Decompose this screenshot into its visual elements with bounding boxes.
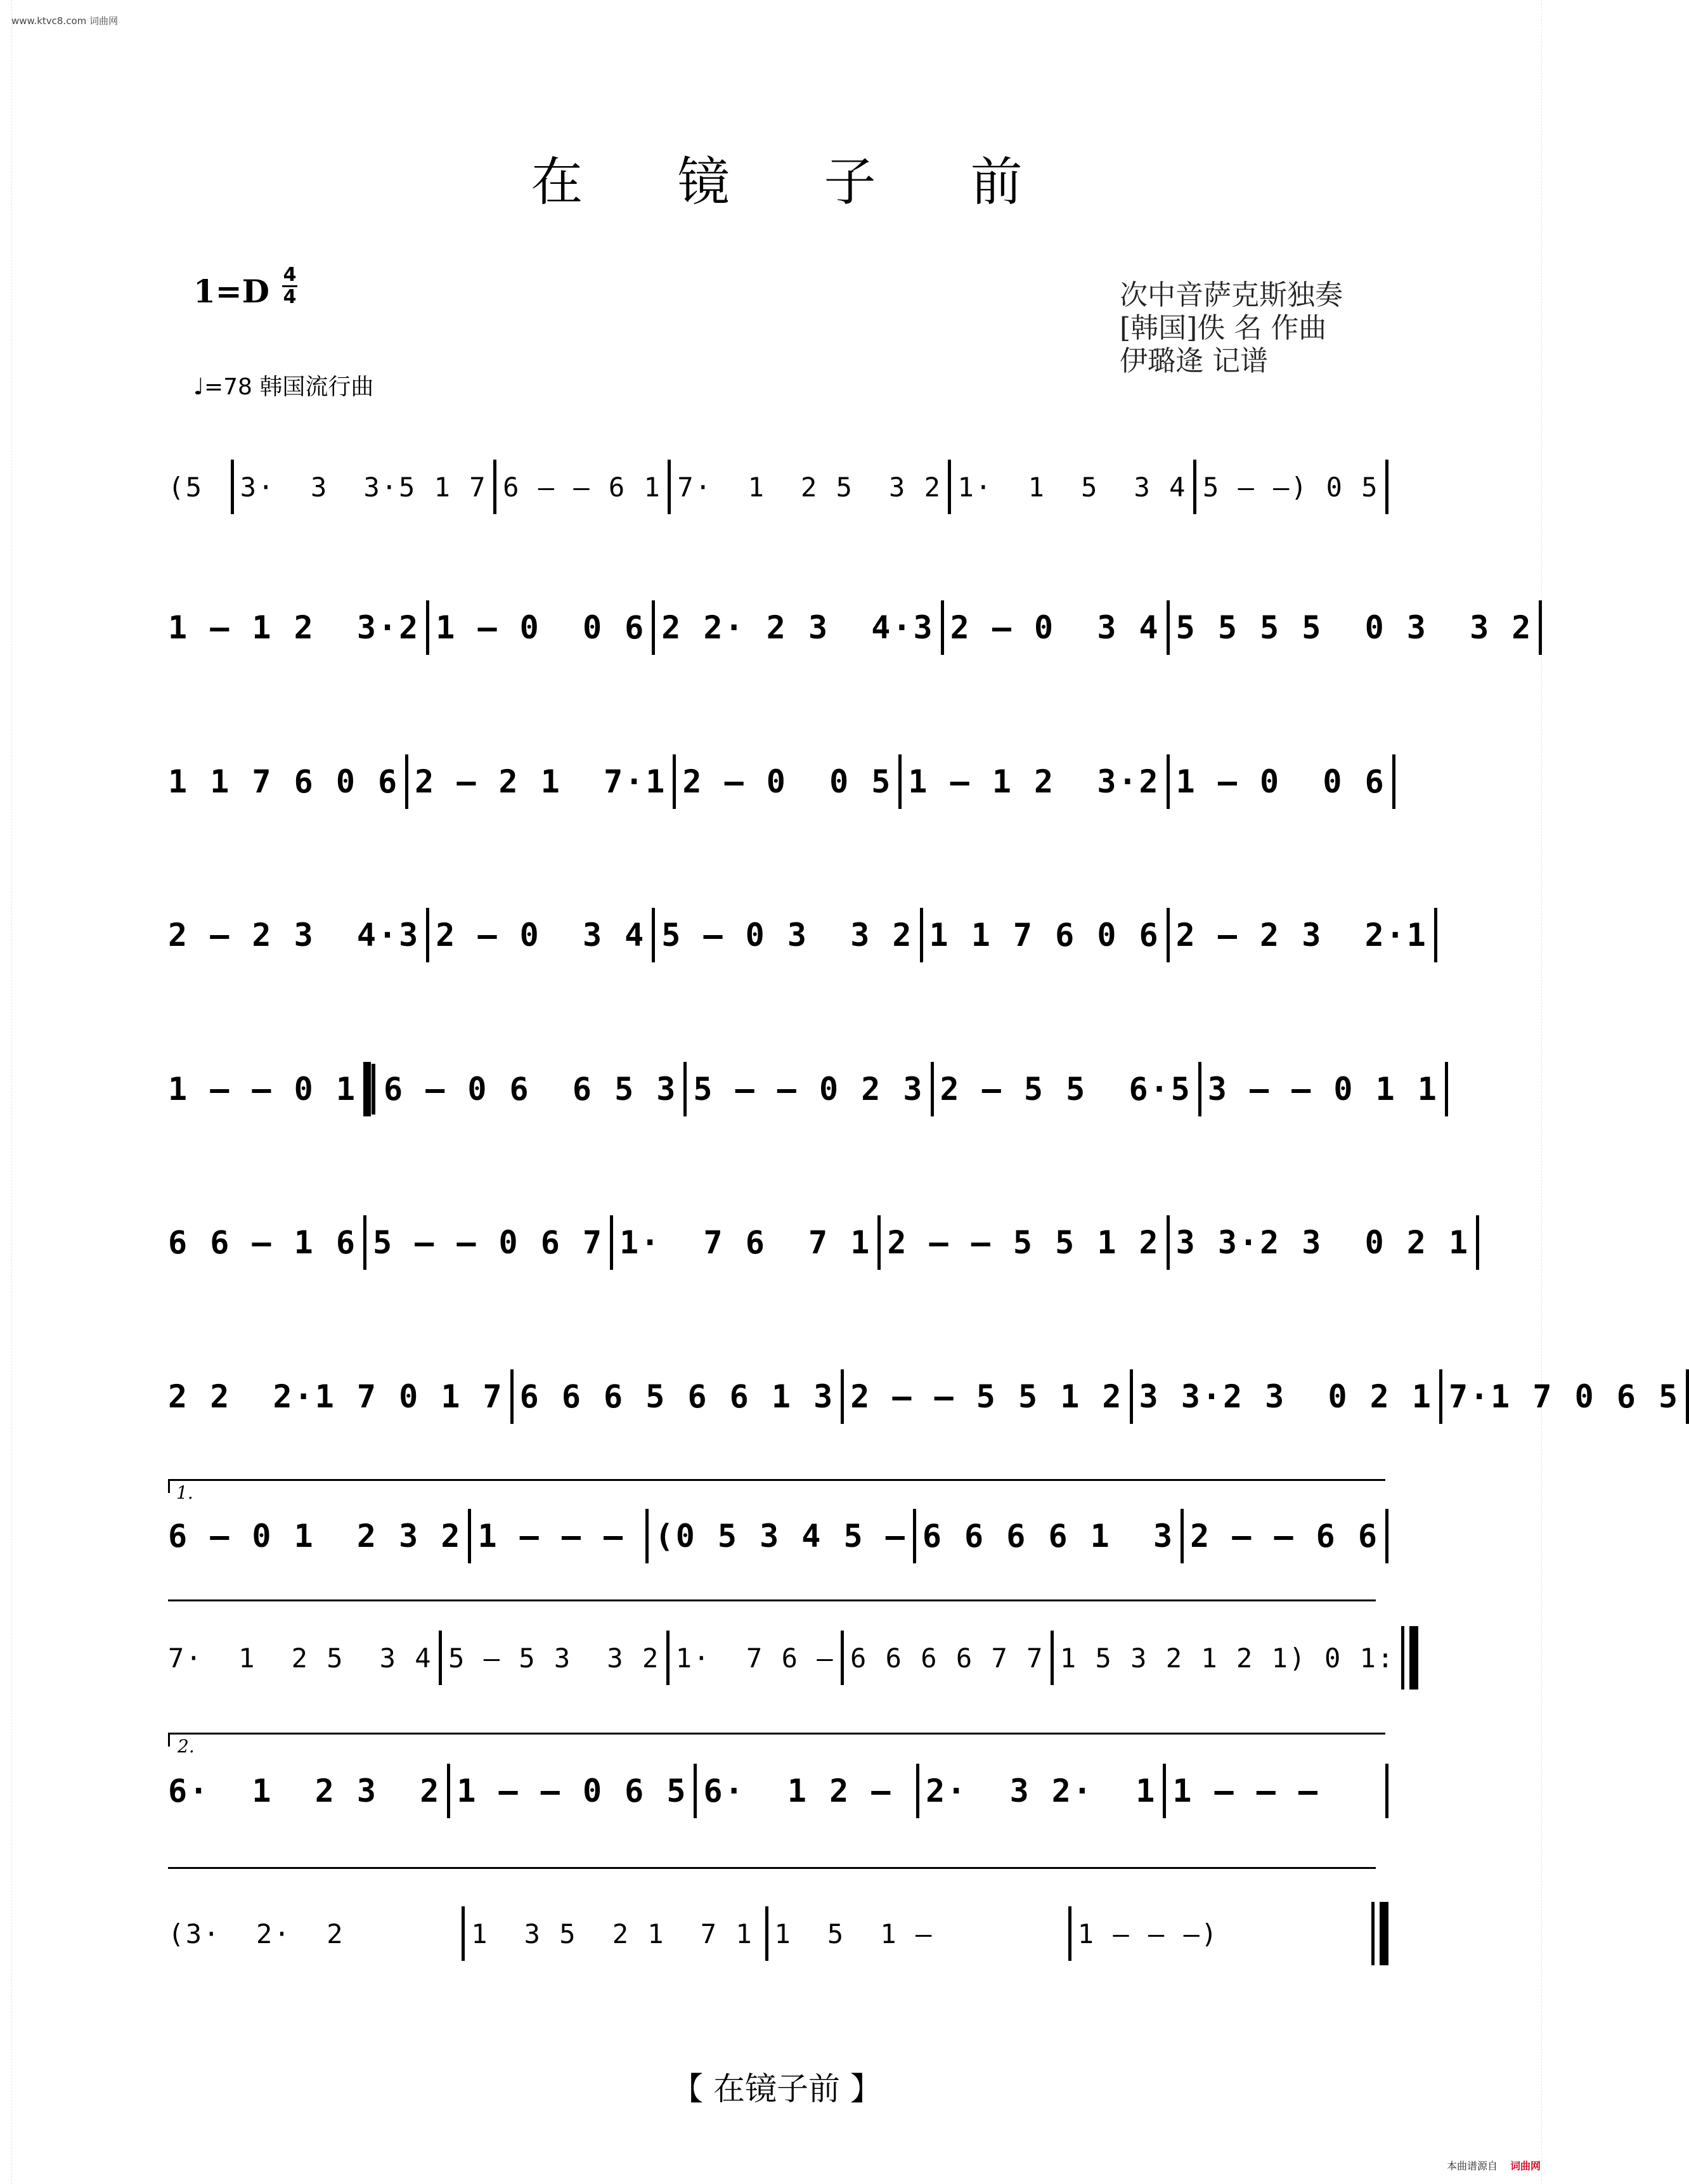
score-line-11 xyxy=(162,1899,1388,1968)
measure: 5 – – 0 6 7 xyxy=(372,1224,604,1261)
volta-bracket-2 xyxy=(168,1733,1385,1735)
measure: 1 – 0 0 6 xyxy=(1175,763,1386,800)
measure: 2 – 2 1 7·1 xyxy=(415,763,667,800)
measure: 1· 7 6 – xyxy=(675,1642,835,1674)
site-header: www.ktvc8.com 词曲网 xyxy=(11,15,119,27)
end-barline xyxy=(1445,1062,1448,1116)
footer-title: 【 在镜子前 】 xyxy=(671,2071,882,2107)
score-line-5 xyxy=(162,1054,1439,1124)
end-barline xyxy=(1392,754,1395,809)
measure: 1 – 1 2 3·2 xyxy=(908,763,1160,800)
end-barline xyxy=(1385,460,1388,514)
measure: 5 – –) 0 5 xyxy=(1202,471,1379,503)
meter-top: 4 xyxy=(283,264,297,286)
measure: 1 – – – xyxy=(477,1518,625,1554)
measure: (0 5 3 4 5 – xyxy=(654,1518,907,1554)
measure: 1 5 1 – xyxy=(774,1918,933,1949)
measure: 1 5 3 2 1 2 1) 0 1: xyxy=(1059,1642,1395,1674)
measure: 2 – – 6 6 xyxy=(1190,1518,1379,1554)
measure: 3 3·2 3 0 2 1 xyxy=(1139,1378,1433,1415)
measure: 2 2 2·1 7 0 1 7 xyxy=(168,1378,504,1415)
song-title: 在 镜 子 前 xyxy=(531,152,1062,212)
score-line-1 xyxy=(162,452,1388,522)
credit-transcriber: 伊璐逄 记谱 xyxy=(1120,345,1268,377)
measure: 1 – – – xyxy=(1172,1773,1320,1809)
credit-composer: [韩国]佚 名 作曲 xyxy=(1120,312,1327,344)
measure: 2 2· 2 3 4·3 xyxy=(661,609,935,646)
measure: 6 6 6 6 1 3 xyxy=(922,1518,1175,1554)
measure: 1 – – –) xyxy=(1077,1918,1219,1949)
measure: 2 – 0 0 5 xyxy=(682,763,893,800)
measure: 1 3 5 2 1 7 1 xyxy=(471,1918,754,1949)
measure: 6 – – 6 1 xyxy=(503,471,662,503)
meter-bottom: 4 xyxy=(283,286,297,308)
measure: 5 5 5 5 0 3 3 2 xyxy=(1175,609,1533,646)
score-line-4 xyxy=(162,900,1428,970)
end-barline xyxy=(1686,1369,1689,1424)
measure: 2 – 5 5 6·5 xyxy=(940,1071,1192,1108)
measure: 2 – 0 3 4 xyxy=(436,917,646,953)
right-margin-decoration xyxy=(1541,0,1553,2184)
measure: 5 – 0 3 3 2 xyxy=(661,917,914,953)
measure: 6 – 0 1 2 3 2 xyxy=(168,1518,462,1554)
thick-barline xyxy=(1380,1902,1388,1965)
thick-barline xyxy=(1409,1626,1418,1690)
measure: 2 – – 5 5 1 2 xyxy=(887,1224,1160,1261)
source-stamp-brand: 词曲网 xyxy=(1510,2160,1541,2172)
repeat-end-barline xyxy=(1401,1626,1404,1690)
score-line-6 xyxy=(162,1208,1470,1277)
measure: (3· 2· 2 xyxy=(168,1918,345,1949)
score-line-10 xyxy=(162,1756,1388,1826)
source-stamp xyxy=(1447,2158,1541,2173)
credit-instrument: 次中音萨克斯独奏 xyxy=(1120,279,1343,311)
source-stamp-text: 本曲谱源自 xyxy=(1446,2160,1498,2172)
left-margin-decoration xyxy=(0,0,12,2184)
measure: 1 – 0 0 6 xyxy=(436,609,646,646)
measure: 2· 3 2· 1 xyxy=(926,1773,1157,1809)
end-barline xyxy=(1434,908,1437,962)
measure: 2 – – 5 5 1 2 xyxy=(850,1378,1123,1415)
measure: 1· 1 5 3 4 xyxy=(957,471,1187,503)
measure: 6 – 0 6 6 5 3 xyxy=(383,1071,678,1108)
time-signature xyxy=(282,265,297,307)
volta-number-2: 2. xyxy=(178,1736,195,1757)
key-signature: 1=D xyxy=(193,273,270,310)
measure: 5 – – 0 2 3 xyxy=(693,1071,924,1108)
end-barline xyxy=(1385,1509,1388,1563)
measure: 7· 1 2 5 3 2 xyxy=(677,471,942,503)
measure: 1 – 1 2 3·2 xyxy=(168,609,420,646)
measure: (5 xyxy=(168,471,204,503)
volta-tick-2 xyxy=(168,1733,170,1747)
measure: 3· 3 3·5 1 7 xyxy=(240,471,488,503)
volta-bracket-1-continued xyxy=(168,1599,1376,1601)
score-line-8 xyxy=(162,1501,1388,1571)
measure: 6 6 6 5 6 6 1 3 xyxy=(519,1378,835,1415)
volta-tick-1 xyxy=(168,1479,170,1493)
score-line-2 xyxy=(162,593,1533,662)
measure: 1· 7 6 7 1 xyxy=(619,1224,872,1261)
end-barline xyxy=(1476,1215,1479,1270)
measure: 1 – – 0 6 5 xyxy=(456,1773,688,1809)
measure: 6· 1 2 3 2 xyxy=(168,1773,441,1809)
measure: 3 – – 0 1 1 xyxy=(1207,1071,1439,1108)
measure: 2 – 2 3 2·1 xyxy=(1175,917,1428,953)
measure: 3 3·2 3 0 2 1 xyxy=(1175,1224,1470,1261)
measure: 1 1 7 6 0 6 xyxy=(168,763,399,800)
measure: 2 – 2 3 4·3 xyxy=(168,917,420,953)
measure: 1 1 7 6 0 6 xyxy=(929,917,1160,953)
measure: 7· 1 2 5 3 4 xyxy=(168,1642,433,1674)
score-line-7 xyxy=(162,1362,1680,1431)
score-line-9 xyxy=(162,1623,1395,1693)
measure: 1 – – 0 1 xyxy=(168,1071,357,1108)
measure: 7·1 7 0 6 5 xyxy=(1448,1378,1680,1415)
credits xyxy=(1120,279,1343,378)
volta-bracket-2-continued xyxy=(168,1867,1376,1869)
measure: 6 6 – 1 6 xyxy=(168,1224,357,1261)
measure: 2 – 0 3 4 xyxy=(950,609,1160,646)
end-barline xyxy=(1539,600,1542,655)
tempo-marking: ♩=78 韩国流行曲 xyxy=(193,374,374,400)
score-line-3 xyxy=(162,747,1388,817)
volta-bracket-1 xyxy=(168,1479,1385,1481)
measure: 6· 1 2 – xyxy=(703,1773,893,1809)
volta-number-1: 1. xyxy=(176,1482,193,1503)
final-barline xyxy=(1371,1902,1375,1965)
measure: 5 – 5 3 3 2 xyxy=(448,1642,660,1674)
repeat-start-barline xyxy=(363,1062,371,1116)
measure: 6 6 6 6 7 7 xyxy=(850,1642,1044,1674)
end-barline xyxy=(1385,1764,1388,1818)
